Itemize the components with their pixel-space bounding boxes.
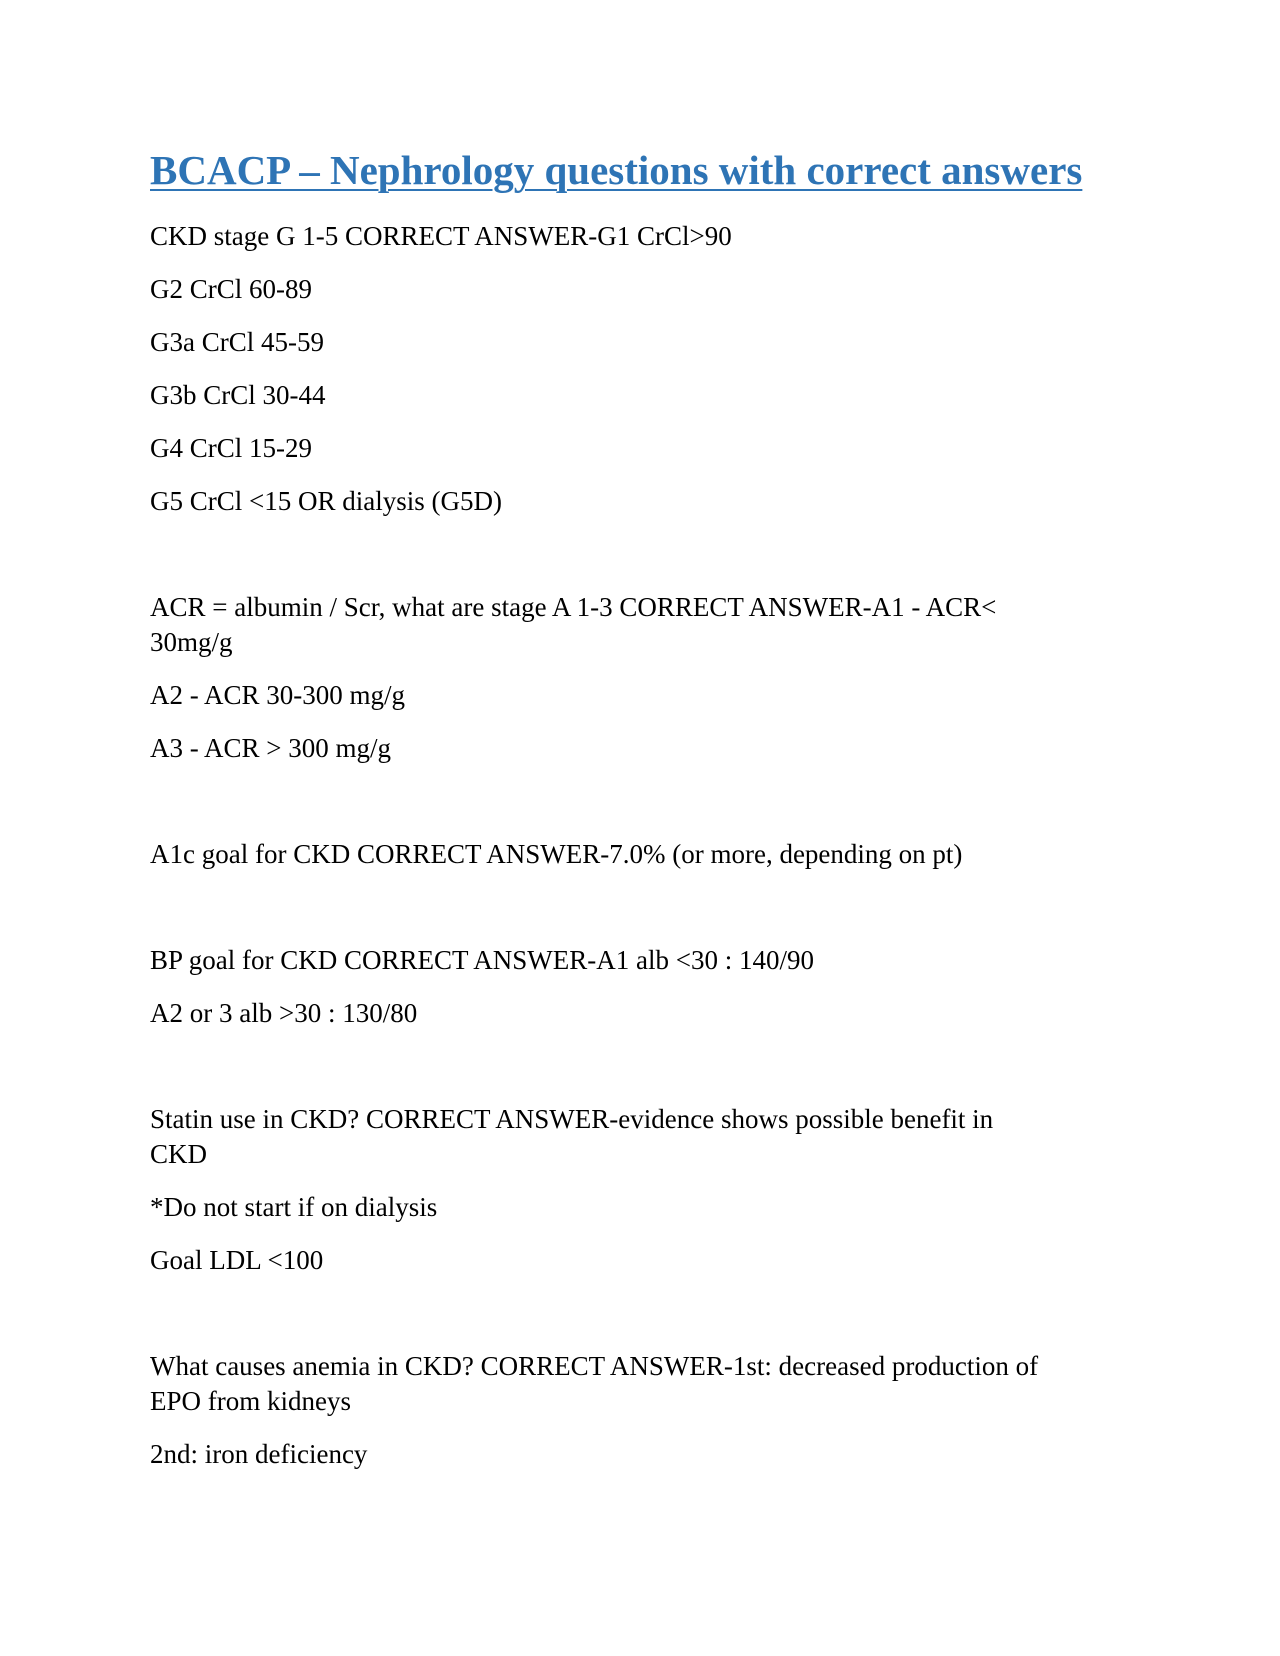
- text-line: What causes anemia in CKD? CORRECT ANSWER-1st: decreased production of: [150, 1351, 1039, 1381]
- text-line: A2 - ACR 30-300 mg/g: [150, 680, 406, 710]
- text-line: Goal LDL <100: [150, 1245, 324, 1275]
- text-line: ACR = albumin / Scr, what are stage A 1-3 CORRECT ANSWER-A1 - ACR<: [150, 592, 997, 622]
- text-line: G2 CrCl 60-89: [150, 274, 312, 304]
- text-line: 30mg/g: [150, 627, 233, 657]
- text-line: 2nd: iron deficiency: [150, 1439, 368, 1469]
- page-title: BCACP – Nephrology questions with correct answers: [150, 147, 1083, 193]
- text-line: EPO from kidneys: [150, 1386, 351, 1416]
- text-line: BP goal for CKD CORRECT ANSWER-A1 alb <30 : 140/90: [150, 945, 814, 975]
- text-line: *Do not start if on dialysis: [150, 1192, 438, 1222]
- text-line: G3b CrCl 30-44: [150, 380, 326, 410]
- text-line: G3a CrCl 45-59: [150, 327, 324, 357]
- text-line: CKD stage G 1-5 CORRECT ANSWER-G1 CrCl>90: [150, 221, 732, 251]
- text-line: A1c goal for CKD CORRECT ANSWER-7.0% (or more, depending on pt): [150, 839, 963, 869]
- text-line: A2 or 3 alb >30 : 130/80: [150, 998, 418, 1028]
- text-line: Statin use in CKD? CORRECT ANSWER-evidence shows possible benefit in: [150, 1104, 994, 1134]
- text-line: A3 - ACR > 300 mg/g: [150, 733, 391, 763]
- text-line: G5 CrCl <15 OR dialysis (G5D): [150, 486, 502, 516]
- text-line: CKD: [150, 1139, 208, 1169]
- text-line: G4 CrCl 15-29: [150, 433, 312, 463]
